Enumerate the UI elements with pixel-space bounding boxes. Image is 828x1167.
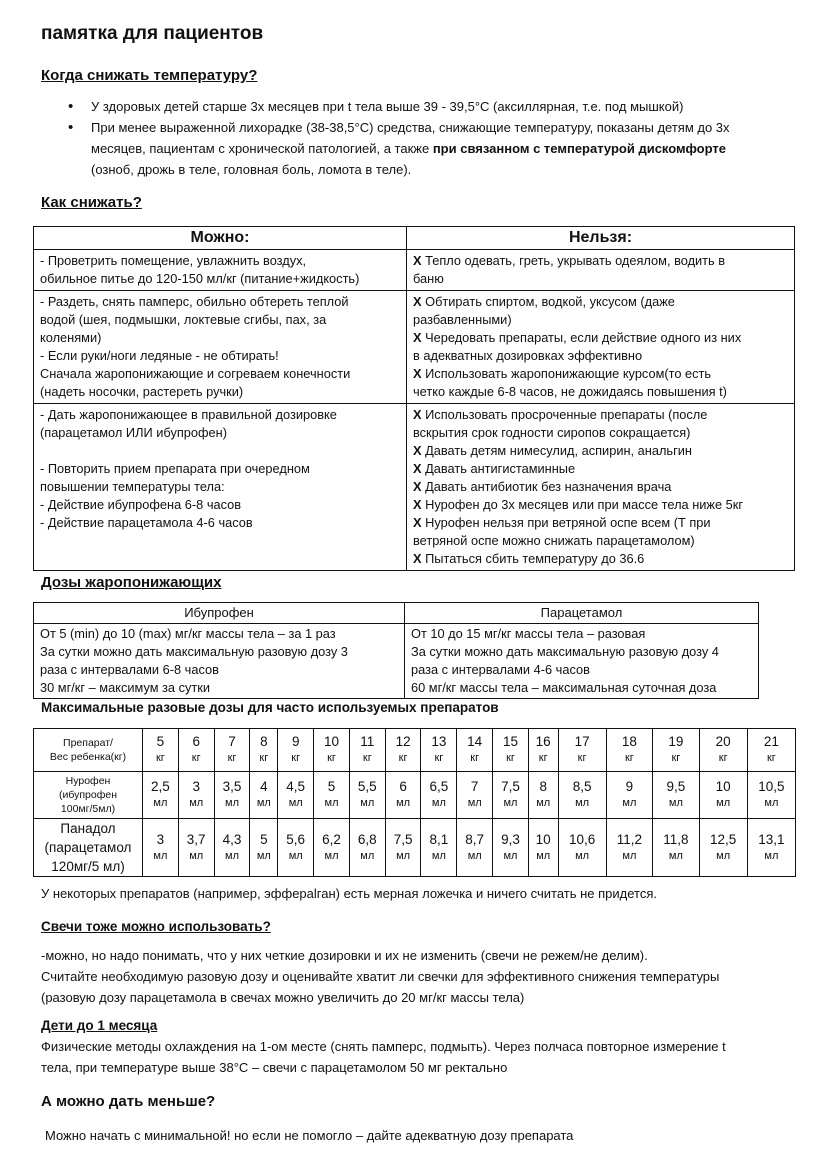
weight-cell-unit: кг [191,752,201,764]
nurofen-dose-cell [606,772,652,819]
panadol-dose-cell-unit: мл [189,849,204,862]
panadol-dose-cell [314,819,350,877]
weight-cell [457,729,493,772]
panadol-dose-cell-unit: мл [668,849,683,862]
nurofen-label: Нурофен (ибупрофен 100мг/5мл) [34,772,143,819]
section-infants-heading: Дети до 1 месяца [41,1018,158,1033]
nurofen-dose-cell [493,772,529,819]
panadol-dose-cell-unit: мл [467,849,482,862]
weight-cell [421,729,457,772]
x-mark: Х [413,443,422,458]
panadol-dose-cell-unit: мл [324,849,339,862]
panadol-dose-cell-unit: мл [288,849,303,862]
can-cell-3: - Дать жаропонижающее в правильной дозировке (парацетамол ИЛИ ибупрофен) - Повторить прием препарата при очередном повышении температуры тела: - Действие ибупрофена 6-8 часов - Действие парацетамола 4-6 часов [34,404,407,571]
nurofen-dose-cell-value: 4,5 [286,779,306,794]
nurofen-dose-cell-value: 9 [625,779,634,794]
page-title: памятка для пациентов [41,23,264,44]
nurofen-dose-cell [214,772,250,819]
can-cell-2: - Раздеть, снять памперс, обильно обтереть теплой водой (шея, подмышки, локтевые сгибы, пах, за коленями) - Если руки/ноги ледяные - не обтирать! Сначала жаропонижающие и согреваем конечности (надеть носочки, растереть ручки) [34,291,407,404]
panadol-dose-cell-value: 13,1 [758,831,785,847]
panadol-dose-cell-unit: мл [575,849,590,862]
nurofen-dose-cell [699,772,747,819]
nurofen-dose-cell-value: 7,5 [501,779,520,794]
nurofen-dose-cell-unit: мл [467,797,482,809]
panadol-dose-cell-value: 10,6 [568,831,596,847]
weight-cell-unit: кг [362,752,372,764]
panadol-dose-cell [214,819,250,877]
panadol-label: Панадол (парацетамол 120мг/5 мл) [34,819,143,877]
weight-cell [178,729,214,772]
weight-cell [349,729,385,772]
weight-cell-value: 13 [431,734,447,749]
weight-cell-unit: кг [398,752,408,764]
cannot-header: Нельзя: [407,227,795,250]
weight-cell [385,729,421,772]
nurofen-dose-cell [653,772,699,819]
nurofen-dose-cell-unit: мл [503,797,518,809]
weight-cell [699,729,747,772]
weight-cell [214,729,250,772]
panadol-dose-cell [528,819,558,877]
nurofen-dose-cell-unit: мл [225,797,239,809]
infants-text: Физические методы охлаждения на 1-ом месте (снять памперс, подмыть). Через полчаса повторное измерение t тела, при температуре выше 38°С – свечи с парацетамолом 50 мг ректально [41,1039,726,1075]
weight-cell-value: 15 [502,734,518,749]
x-mark: Х [413,294,422,309]
cannot-cell-3: Х Использовать просроченные препараты (после вскрытия срок годности сиропов сокращается) Х Давать детям нимесулид, аспирин, анальгин Х Давать антигистаминные Х Давать антибиотик без назначения врача Х Нурофен до 3х месяцев или при массе тела ниже 5кг Х Нурофен нельзя при ветряной оспе всем (Т при ветряной оспе можно снижать парацетамолом) Х Пытаться сбить температуру до 36.6 [407,404,795,571]
nurofen-dose-cell-unit: мл [431,797,446,809]
nurofen-dose-cell-unit: мл [360,797,375,809]
panadol-dose-cell [699,819,747,877]
weight-cell [606,729,652,772]
weight-cell-unit: кг [470,752,480,764]
max-doses-table [33,728,796,877]
weight-cell [528,729,558,772]
nurofen-dose-cell-value: 2,5 [151,779,170,794]
weight-cell-unit: кг [766,752,776,764]
panadol-dose-cell-unit: мл [256,849,271,862]
weight-cell-unit: кг [718,752,728,764]
nurofen-dose-cell-unit: мл [324,797,339,809]
nurofen-dose-cell [278,772,314,819]
max-doses-note: У некоторых препаратов (например, эфферalган) есть мерная ложечка и ничего считать не придется. [41,886,657,901]
x-mark: Х [413,497,422,512]
weight-header-label: Препарат/ Вес ребенка(кг) [34,729,143,772]
nurofen-dose-cell-value: 4 [260,779,268,794]
panadol-dose-cell-unit: мл [536,849,551,862]
nurofen-dose-cell-unit: мл [396,797,411,809]
x-mark: Х [413,479,422,494]
weight-cell-value: 10 [323,734,339,749]
cannot-cell-2: Х Обтирать спиртом, водкой, уксусом (даже разбавленными) Х Чередовать препараты, если действие одного из них в адекватных дозировках эффективно Х Использовать жаропонижающие курсом(то есть четко каждые 6-8 часов, не дожидаясь повышения t) [407,291,795,404]
weight-cell-value: 6 [192,734,200,749]
panadol-dose-cell [421,819,457,877]
nurofen-dose-cell-value: 3,5 [222,779,242,794]
panadol-dose-cell-unit: мл [360,849,375,862]
nurofen-dose-cell-value: 9,5 [666,779,686,794]
panadol-dose-cell [606,819,652,877]
weight-cell-value: 16 [535,734,551,749]
weight-cell [747,729,795,772]
weight-cell-unit: кг [671,752,681,764]
section-max-heading: Максимальные разовые дозы для часто используемых препаратов [41,700,499,715]
nurofen-dose-cell-unit: мл [153,797,168,809]
nurofen-dose-cell-value: 6,5 [429,779,449,794]
ibuprofen-header: Ибупрофен [34,603,405,624]
when-bullet-2: • При менее выраженной лихорадке (38-38,5°С) средства, снижающие температуру, показаны детям до 3х месяцев, пациентам с хронической патологией, а также при связанном с температурой дискомфорте (озноб, дрожь в теле, головная боль, ломота в теле). [66,117,806,180]
x-mark: Х [413,366,422,381]
panadol-dose-cell-value: 3,7 [186,831,206,847]
nurofen-dose-cell [143,772,179,819]
weight-cell [653,729,699,772]
nurofen-dose-cell-value: 10,5 [758,779,785,794]
panadol-dose-cell [349,819,385,877]
panadol-dose-cell-unit: мл [622,849,637,862]
panadol-dose-cell-value: 4,3 [222,831,242,847]
weight-cell-unit: кг [259,752,269,764]
weight-cell-unit: кг [577,752,587,764]
panadol-dose-cell [493,819,529,877]
panadol-dose-cell-value: 6,2 [322,831,341,847]
nurofen-dose-cell-unit: мл [256,797,271,809]
panadol-dose-cell-value: 8,7 [465,831,485,847]
nurofen-dose-cell-value: 7 [470,779,479,794]
weight-cell [278,729,314,772]
panadol-dose-cell-unit: мл [396,849,411,862]
nurofen-dose-cell-unit: мл [536,797,551,809]
panadol-dose-cell-unit: мл [716,849,731,862]
weight-cell-unit: кг [506,752,515,764]
panadol-dose-cell [278,819,314,877]
panadol-dose-cell-value: 10 [535,831,551,847]
panadol-dose-cell-value: 7,5 [393,831,413,847]
weight-cell [143,729,179,772]
weight-cell-unit: кг [327,752,336,764]
weight-cell-value: 17 [574,734,590,749]
panadol-dose-cell-unit: мл [225,849,239,862]
weight-cell [558,729,606,772]
section-when-heading: Когда снижать температуру? [41,67,258,84]
weight-cell-value: 20 [715,734,731,749]
panadol-dose-cell-value: 3 [156,831,165,847]
panadol-dose-cell-unit: мл [431,849,446,862]
weight-cell-unit: кг [624,752,634,764]
when-bullet-1: • У здоровых детей старше 3х месяцев при t тела выше 39 - 39,5°С (аксиллярная, т.е. под мышкой) [66,96,806,117]
panadol-dose-cell-value: 5 [260,831,268,847]
weight-cell-value: 18 [621,734,637,749]
weight-cell-value: 9 [291,734,300,749]
nurofen-dose-cell-value: 8 [539,779,547,794]
nurofen-dose-cell [421,772,457,819]
nurofen-dose-cell-unit: мл [288,797,303,809]
nurofen-dose-cell-unit: мл [716,797,731,809]
panadol-dose-cell-value: 9,3 [501,831,520,847]
nurofen-dose-cell [747,772,795,819]
panadol-dose-cell-value: 12,5 [710,831,737,847]
panadol-dose-cell-value: 11,2 [616,831,643,847]
ibuprofen-cell: От 5 (min) до 10 (max) мг/кг массы тела – за 1 раз За сутки можно дать максимальную разовую дозу 3 раза с интервалами 6-8 часов 30 мг/кг – максимум за сутки [34,624,405,699]
panadol-dose-cell-value: 8,1 [429,831,449,847]
x-mark: Х [413,515,422,530]
panadol-dose-cell-value: 5,6 [286,831,306,847]
nurofen-dose-cell [349,772,385,819]
doses-table [33,602,759,699]
nurofen-dose-cell-unit: мл [622,797,637,809]
panadol-dose-cell [178,819,214,877]
weight-cell [250,729,278,772]
weight-cell-value: 5 [156,734,165,749]
section-how-heading: Как снижать? [41,194,142,211]
weight-cell-value: 14 [467,734,483,749]
less-text: Можно начать с минимальной! но если не помогло – дайте адекватную дозу препарата [45,1128,574,1143]
nurofen-dose-cell [250,772,278,819]
nurofen-dose-cell-value: 8,5 [572,779,592,794]
weight-cell-value: 12 [395,734,411,749]
paracetamol-cell: От 10 до 15 мг/кг массы тела – разовая За сутки можно дать максимальную разовую дозу 4 раза с интервалами 4-6 часов 60 мг/кг массы тела – максимальная суточная доза [405,624,759,699]
panadol-dose-cell [250,819,278,877]
panadol-dose-cell [747,819,795,877]
cannot-cell-1: Х Тепло одевать, греть, укрывать одеялом, водить в баню [407,250,795,291]
panadol-dose-cell-unit: мл [764,849,779,862]
can-header: Можно: [34,227,407,250]
nurofen-dose-cell-value: 6 [399,779,407,794]
when-bullet-list [66,96,806,180]
weight-cell-unit: кг [155,752,165,764]
how-table [33,226,795,571]
paracetamol-header: Парацетамол [405,603,759,624]
nurofen-dose-cell-value: 5,5 [357,779,377,794]
weight-cell-unit: кг [291,752,301,764]
panadol-dose-cell [385,819,421,877]
nurofen-dose-cell-value: 3 [192,779,200,794]
nurofen-dose-cell-unit: мл [575,797,590,809]
section-supp-heading: Свечи тоже можно использовать? [41,919,271,934]
weight-cell-unit: кг [434,752,444,764]
weight-cell [314,729,350,772]
panadol-dose-cell-value: 6,8 [357,831,377,847]
section-less-heading: А можно дать меньше? [41,1093,216,1110]
supp-text: -можно, но надо понимать, что у них четкие дозировки и их не изменить (свечи не режем/не делим). Считайте необходимую разовую дозу и оценивайте хватит ли свечки для эффективного снижения температуры (разовую дозу парацетамола в свечах можно увеличить до 20 мг/кг массы тела) [41,948,720,1005]
section-doses-heading: Дозы жаропонижающих [41,574,222,591]
nurofen-dose-cell [178,772,214,819]
nurofen-dose-cell [528,772,558,819]
nurofen-dose-cell-value: 5 [327,779,336,794]
weight-cell-unit: кг [538,752,548,764]
nurofen-dose-cell-value: 10 [715,779,731,794]
x-mark: Х [413,407,422,422]
x-mark: Х [413,461,422,476]
panadol-dose-cell-unit: мл [503,849,518,862]
weight-cell-value: 21 [763,734,779,749]
weight-cell-value: 7 [228,734,236,749]
nurofen-dose-cell [558,772,606,819]
nurofen-dose-cell-unit: мл [764,797,779,809]
weight-cell-value: 19 [668,734,684,749]
weight-cell [493,729,529,772]
nurofen-dose-cell [385,772,421,819]
panadol-dose-cell [143,819,179,877]
panadol-dose-cell-value: 11,8 [663,831,689,847]
x-mark: Х [413,551,422,566]
panadol-dose-cell [653,819,699,877]
can-cell-1: - Проветрить помещение, увлажнить воздух, обильное питье до 120-150 мл/кг (питание+жидкость) [34,250,407,291]
x-mark: Х [413,330,422,345]
x-mark: Х [413,253,422,268]
nurofen-dose-cell-unit: мл [189,797,204,809]
weight-cell-value: 8 [260,734,268,749]
nurofen-dose-cell [314,772,350,819]
panadol-dose-cell-unit: мл [153,849,168,862]
weight-cell-unit: кг [227,752,237,764]
nurofen-dose-cell-unit: мл [668,797,683,809]
nurofen-dose-cell [457,772,493,819]
panadol-dose-cell [457,819,493,877]
panadol-dose-cell [558,819,606,877]
weight-cell-value: 11 [360,734,375,749]
